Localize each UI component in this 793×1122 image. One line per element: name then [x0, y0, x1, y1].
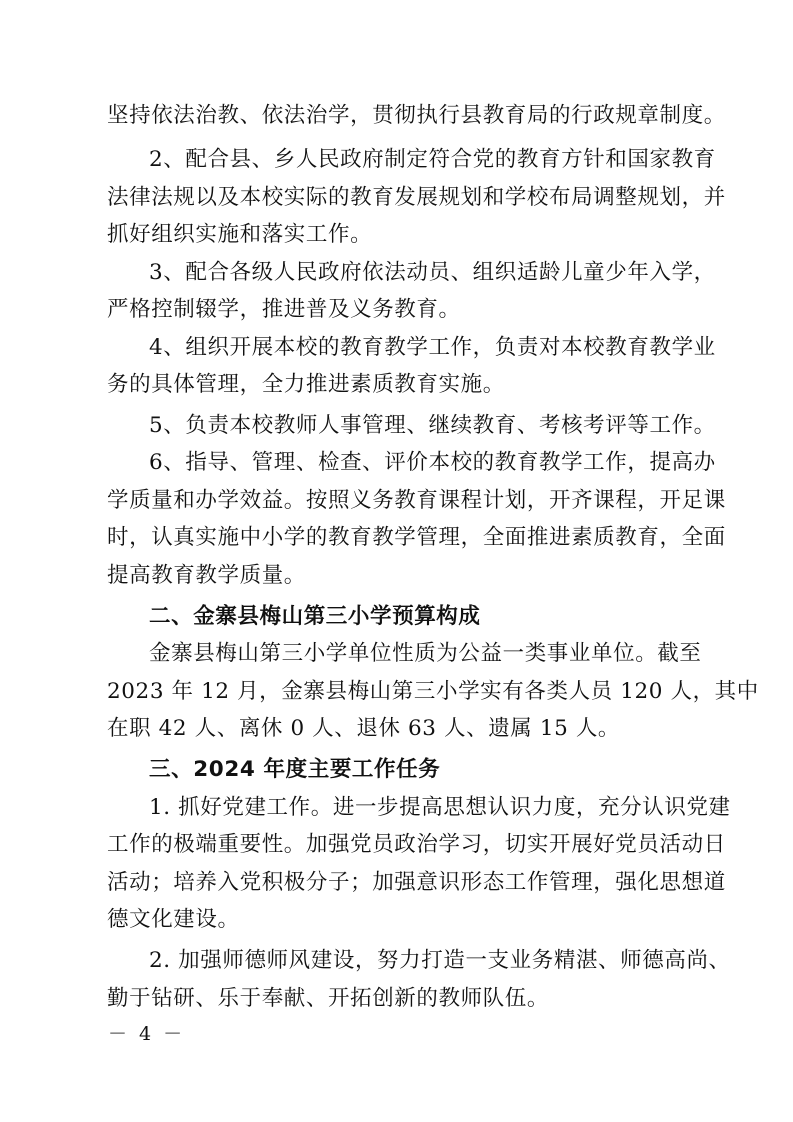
paragraph-line: 在职 42 人、离休 0 人、退休 63 人、遗属 15 人。 — [107, 716, 621, 741]
paragraph-line: 德文化建设。 — [107, 907, 240, 932]
paragraph-line: 活动；培养入党积极分子；加强意识形态工作管理，强化思想道 — [107, 870, 726, 895]
paragraph-line: 务的具体管理，全力推进素质教育实施。 — [107, 372, 505, 397]
section-heading: 三、2024 年度主要工作任务 — [149, 757, 441, 782]
page-number: － 4 － — [108, 1023, 186, 1045]
paragraph-line: 2023 年 12 月，金寨县梅山第三小学实有各类人员 120 人，其中 — [107, 679, 759, 704]
paragraph-line: 金寨县梅山第三小学单位性质为公益一类事业单位。截至 — [149, 641, 702, 666]
paragraph-line: 法律法规以及本校实际的教育发展规划和学校布局调整规划，并 — [107, 185, 726, 210]
paragraph-line: 勤于钻研、乐于奉献、开拓创新的教师队伍。 — [107, 986, 550, 1011]
section-heading: 二、金寨县梅山第三小学预算构成 — [149, 604, 481, 629]
paragraph-line: 学质量和办学效益。按照义务教育课程计划，开齐课程，开足课 — [107, 488, 726, 513]
paragraph-line: 提高教育教学质量。 — [107, 563, 306, 588]
paragraph-line: 3、配合各级人民政府依法动员、组织适龄儿童少年入学， — [149, 260, 716, 285]
paragraph-line: 工作的极端重要性。加强党员政治学习，切实开展好党员活动日 — [107, 832, 726, 857]
paragraph-line: 4、组织开展本校的教育教学工作，负责对本校教育教学业 — [149, 335, 716, 360]
paragraph-line: 6、指导、管理、检查、评价本校的教育教学工作，提高办 — [149, 450, 716, 475]
paragraph-line: 2. 加强师德师风建设，努力打造一支业务精湛、师德高尚、 — [149, 948, 731, 973]
paragraph-line: 1. 抓好党建工作。进一步提高思想认识力度，充分认识党建 — [149, 795, 731, 820]
paragraph-line: 时，认真实施中小学的教育教学管理，全面推进素质教育，全面 — [107, 525, 726, 550]
paragraph-line: 5、负责本校教师人事管理、继续教育、考核考评等工作。 — [149, 413, 716, 438]
paragraph-line: 2、配合县、乡人民政府制定符合党的教育方针和国家教育 — [149, 147, 716, 172]
paragraph-line: 坚持依法治教、依法治学，贯彻执行县教育局的行政规章制度。 — [107, 103, 726, 128]
paragraph-line: 抓好组织实施和落实工作。 — [107, 222, 373, 247]
paragraph-line: 严格控制辍学，推进普及义务教育。 — [107, 297, 461, 322]
